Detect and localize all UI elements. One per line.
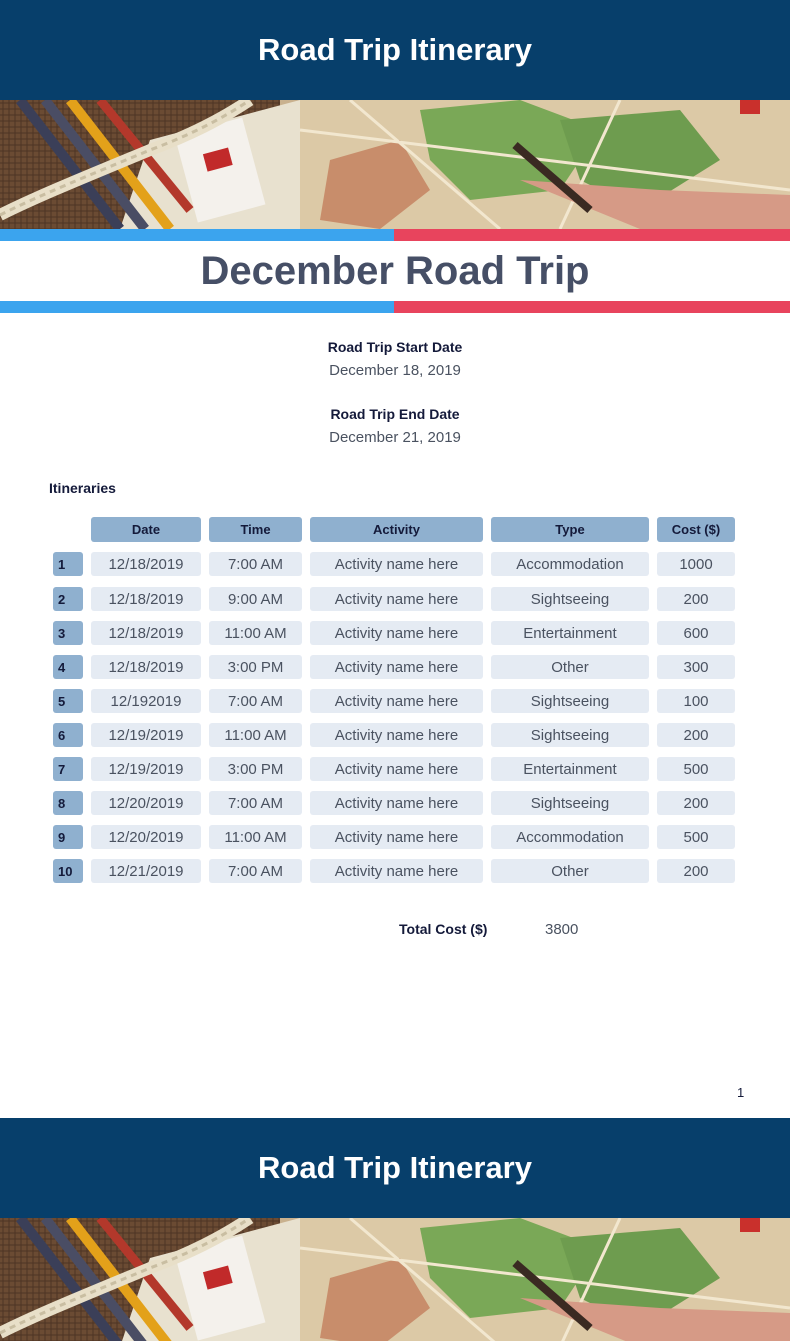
- time-cell: 7:00 AM: [209, 689, 302, 713]
- time-cell: 9:00 AM: [209, 587, 302, 611]
- row-number: 10: [53, 859, 83, 883]
- time-cell: 7:00 AM: [209, 791, 302, 815]
- cost-cell: 100: [657, 689, 735, 713]
- activity-cell: Activity name here: [310, 552, 483, 576]
- row-number: 1: [53, 552, 83, 576]
- activity-cell: Activity name here: [310, 689, 483, 713]
- time-cell: 11:00 AM: [209, 825, 302, 849]
- activity-cell: Activity name here: [310, 825, 483, 849]
- activity-cell: Activity name here: [310, 655, 483, 679]
- total-cost-label: Total Cost ($): [399, 921, 488, 937]
- date-cell: 12/18/2019: [91, 587, 201, 611]
- cost-cell: 1000: [657, 552, 735, 576]
- cost-cell: 600: [657, 621, 735, 645]
- trip-title: December Road Trip: [200, 248, 590, 293]
- row-number: 8: [53, 791, 83, 815]
- date-cell: 12/18/2019: [91, 655, 201, 679]
- activity-cell: Activity name here: [310, 757, 483, 781]
- cost-cell: 200: [657, 723, 735, 747]
- cost-cell: 300: [657, 655, 735, 679]
- map-travel-photo: [0, 100, 790, 229]
- page-header: [0, 0, 790, 100]
- activity-cell: Activity name here: [310, 723, 483, 747]
- date-cell: 12/21/2019: [91, 859, 201, 883]
- date-cell: 12/192019: [91, 689, 201, 713]
- type-cell: Sightseeing: [491, 689, 649, 713]
- date-cell: 12/18/2019: [91, 621, 201, 645]
- type-cell: Entertainment: [491, 757, 649, 781]
- total-cost-value: 3800: [545, 921, 579, 938]
- page-number: 1: [737, 1085, 745, 1100]
- header-title: Road Trip Itinerary: [258, 32, 532, 67]
- date-cell: 12/19/2019: [91, 723, 201, 747]
- date-cell: 12/19/2019: [91, 757, 201, 781]
- activity-cell: Activity name here: [310, 587, 483, 611]
- header-photo: [0, 100, 790, 229]
- cost-cell: 200: [657, 859, 735, 883]
- time-cell: 3:00 PM: [209, 757, 302, 781]
- accent-bar-top: [0, 229, 790, 241]
- type-cell: Other: [491, 859, 649, 883]
- start-date-value: December 18, 2019: [329, 362, 461, 379]
- activity-cell: Activity name here: [310, 621, 483, 645]
- activity-cell: Activity name here: [310, 791, 483, 815]
- cost-cell: 500: [657, 825, 735, 849]
- row-number: 9: [53, 825, 83, 849]
- row-number: 3: [53, 621, 83, 645]
- header-title: Road Trip Itinerary: [258, 1150, 532, 1185]
- column-header-time: Time: [209, 517, 302, 542]
- cost-cell: 200: [657, 587, 735, 611]
- time-cell: 7:00 AM: [209, 552, 302, 576]
- page-2-header: [0, 1118, 790, 1218]
- type-cell: Sightseeing: [491, 587, 649, 611]
- row-number: 7: [53, 757, 83, 781]
- cost-cell: 200: [657, 791, 735, 815]
- row-number: 4: [53, 655, 83, 679]
- date-cell: 12/20/2019: [91, 791, 201, 815]
- date-cell: 12/20/2019: [91, 825, 201, 849]
- type-cell: Accommodation: [491, 825, 649, 849]
- column-header-activity: Activity: [310, 517, 483, 542]
- type-cell: Accommodation: [491, 552, 649, 576]
- row-number: 6: [53, 723, 83, 747]
- activity-cell: Activity name here: [310, 859, 483, 883]
- column-header-date: Date: [91, 517, 201, 542]
- start-date-label: Road Trip Start Date: [327, 339, 463, 355]
- row-number: 5: [53, 689, 83, 713]
- time-cell: 11:00 AM: [209, 621, 302, 645]
- end-date-label: Road Trip End Date: [330, 406, 460, 422]
- type-cell: Other: [491, 655, 649, 679]
- time-cell: 11:00 AM: [209, 723, 302, 747]
- date-cell: 12/18/2019: [91, 552, 201, 576]
- cost-cell: 500: [657, 757, 735, 781]
- accent-bar-bottom: [0, 301, 790, 313]
- time-cell: 3:00 PM: [209, 655, 302, 679]
- column-header-cost: Cost ($): [657, 517, 735, 542]
- row-number: 2: [53, 587, 83, 611]
- time-cell: 7:00 AM: [209, 859, 302, 883]
- type-cell: Sightseeing: [491, 723, 649, 747]
- end-date-value: December 21, 2019: [329, 429, 461, 446]
- map-travel-photo: [0, 1218, 790, 1341]
- type-cell: Sightseeing: [491, 791, 649, 815]
- header-photo-page-2: [0, 1218, 790, 1341]
- section-title: Itineraries: [49, 480, 116, 496]
- type-cell: Entertainment: [491, 621, 649, 645]
- column-header-type: Type: [491, 517, 649, 542]
